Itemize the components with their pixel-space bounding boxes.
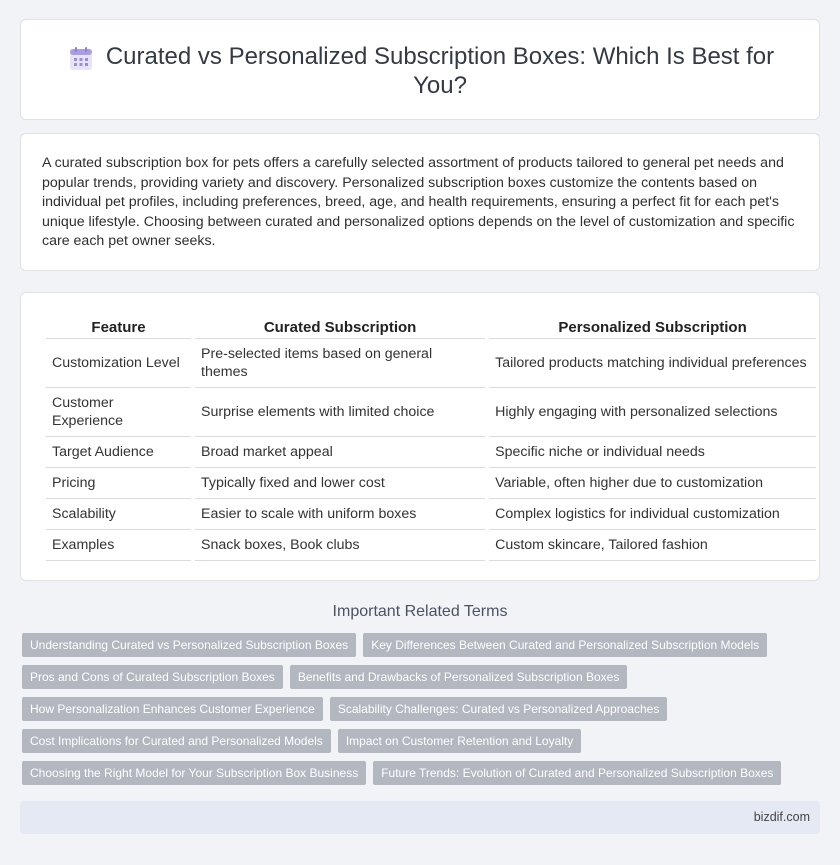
comparison-card	[20, 292, 820, 581]
page-title: Curated vs Personalized Subscription Boxes: Which Is Best for You?	[105, 43, 775, 99]
tag-row	[22, 697, 822, 721]
tag-row	[22, 761, 822, 785]
table-cell: Examples	[46, 530, 191, 561]
related-terms-list	[22, 633, 822, 793]
table-cell: Typically fixed and lower cost	[195, 468, 485, 499]
related-term-link[interactable]: Impact on Customer Retention and Loyalty	[338, 729, 581, 753]
related-term-link[interactable]: Pros and Cons of Curated Subscription Boxes	[22, 665, 283, 689]
table-cell: Snack boxes, Book clubs	[195, 530, 485, 561]
table-cell: Broad market appeal	[195, 437, 485, 468]
table-cell: Highly engaging with personalized selections	[489, 388, 816, 437]
table-cell: Tailored products matching individual preferences	[489, 339, 816, 388]
column-header-curated: Curated Subscription	[195, 311, 485, 339]
comparison-table	[42, 311, 820, 561]
title-card	[20, 19, 820, 120]
related-term-link[interactable]: Cost Implications for Curated and Personalized Models	[22, 729, 331, 753]
tag-row	[22, 729, 822, 753]
table-cell: Customer Experience	[46, 388, 191, 437]
related-term-link[interactable]: Choosing the Right Model for Your Subscription Box Business	[22, 761, 366, 785]
table-cell: Target Audience	[46, 437, 191, 468]
site-name[interactable]: bizdif.com	[753, 810, 810, 824]
footer	[20, 801, 820, 834]
related-term-link[interactable]: Scalability Challenges: Curated vs Personalized Approaches	[330, 697, 668, 721]
tag-row	[22, 665, 822, 689]
column-header-feature: Feature	[46, 311, 191, 339]
table-header-row	[46, 311, 816, 339]
related-terms-heading: Important Related Terms	[332, 603, 508, 620]
table-row	[46, 468, 816, 499]
table-row	[46, 388, 816, 437]
table-cell: Specific niche or individual needs	[489, 437, 816, 468]
table-cell: Variable, often higher due to customization	[489, 468, 816, 499]
table-row	[46, 499, 816, 530]
related-term-link[interactable]: Benefits and Drawbacks of Personalized Subscription Boxes	[290, 665, 628, 689]
intro-card	[20, 133, 820, 271]
table-cell: Complex logistics for individual customization	[489, 499, 816, 530]
intro-paragraph: A curated subscription box for pets offers a carefully selected assortment of products tailored to general pet needs and popular trends, providing variety and discovery. Personalized subscription boxes customize the contents based on individual pet profiles, including preferences, breed, age, and health requirements, ensuring a perfect fit for each pet's unique lifestyle. Choosing between curated and personalized options depends on the level of customization and specific care each pet owner seeks.	[42, 155, 795, 249]
table-cell: Customization Level	[46, 339, 191, 388]
table-cell: Surprise elements with limited choice	[195, 388, 485, 437]
table-cell: Scalability	[46, 499, 191, 530]
related-term-link[interactable]: Key Differences Between Curated and Personalized Subscription Models	[363, 633, 767, 657]
table-row	[46, 530, 816, 561]
table-cell: Easier to scale with uniform boxes	[195, 499, 485, 530]
tag-row	[22, 633, 822, 657]
table-cell: Custom skincare, Tailored fashion	[489, 530, 816, 561]
table-cell: Pricing	[46, 468, 191, 499]
table-cell: Pre-selected items based on general themes	[195, 339, 485, 388]
related-term-link[interactable]: Understanding Curated vs Personalized Subscription Boxes	[22, 633, 356, 657]
table-row	[46, 339, 816, 388]
table-row	[46, 437, 816, 468]
column-header-personalized: Personalized Subscription	[489, 311, 816, 339]
related-term-link[interactable]: Future Trends: Evolution of Curated and Personalized Subscription Boxes	[373, 761, 781, 785]
related-term-link[interactable]: How Personalization Enhances Customer Experience	[22, 697, 323, 721]
